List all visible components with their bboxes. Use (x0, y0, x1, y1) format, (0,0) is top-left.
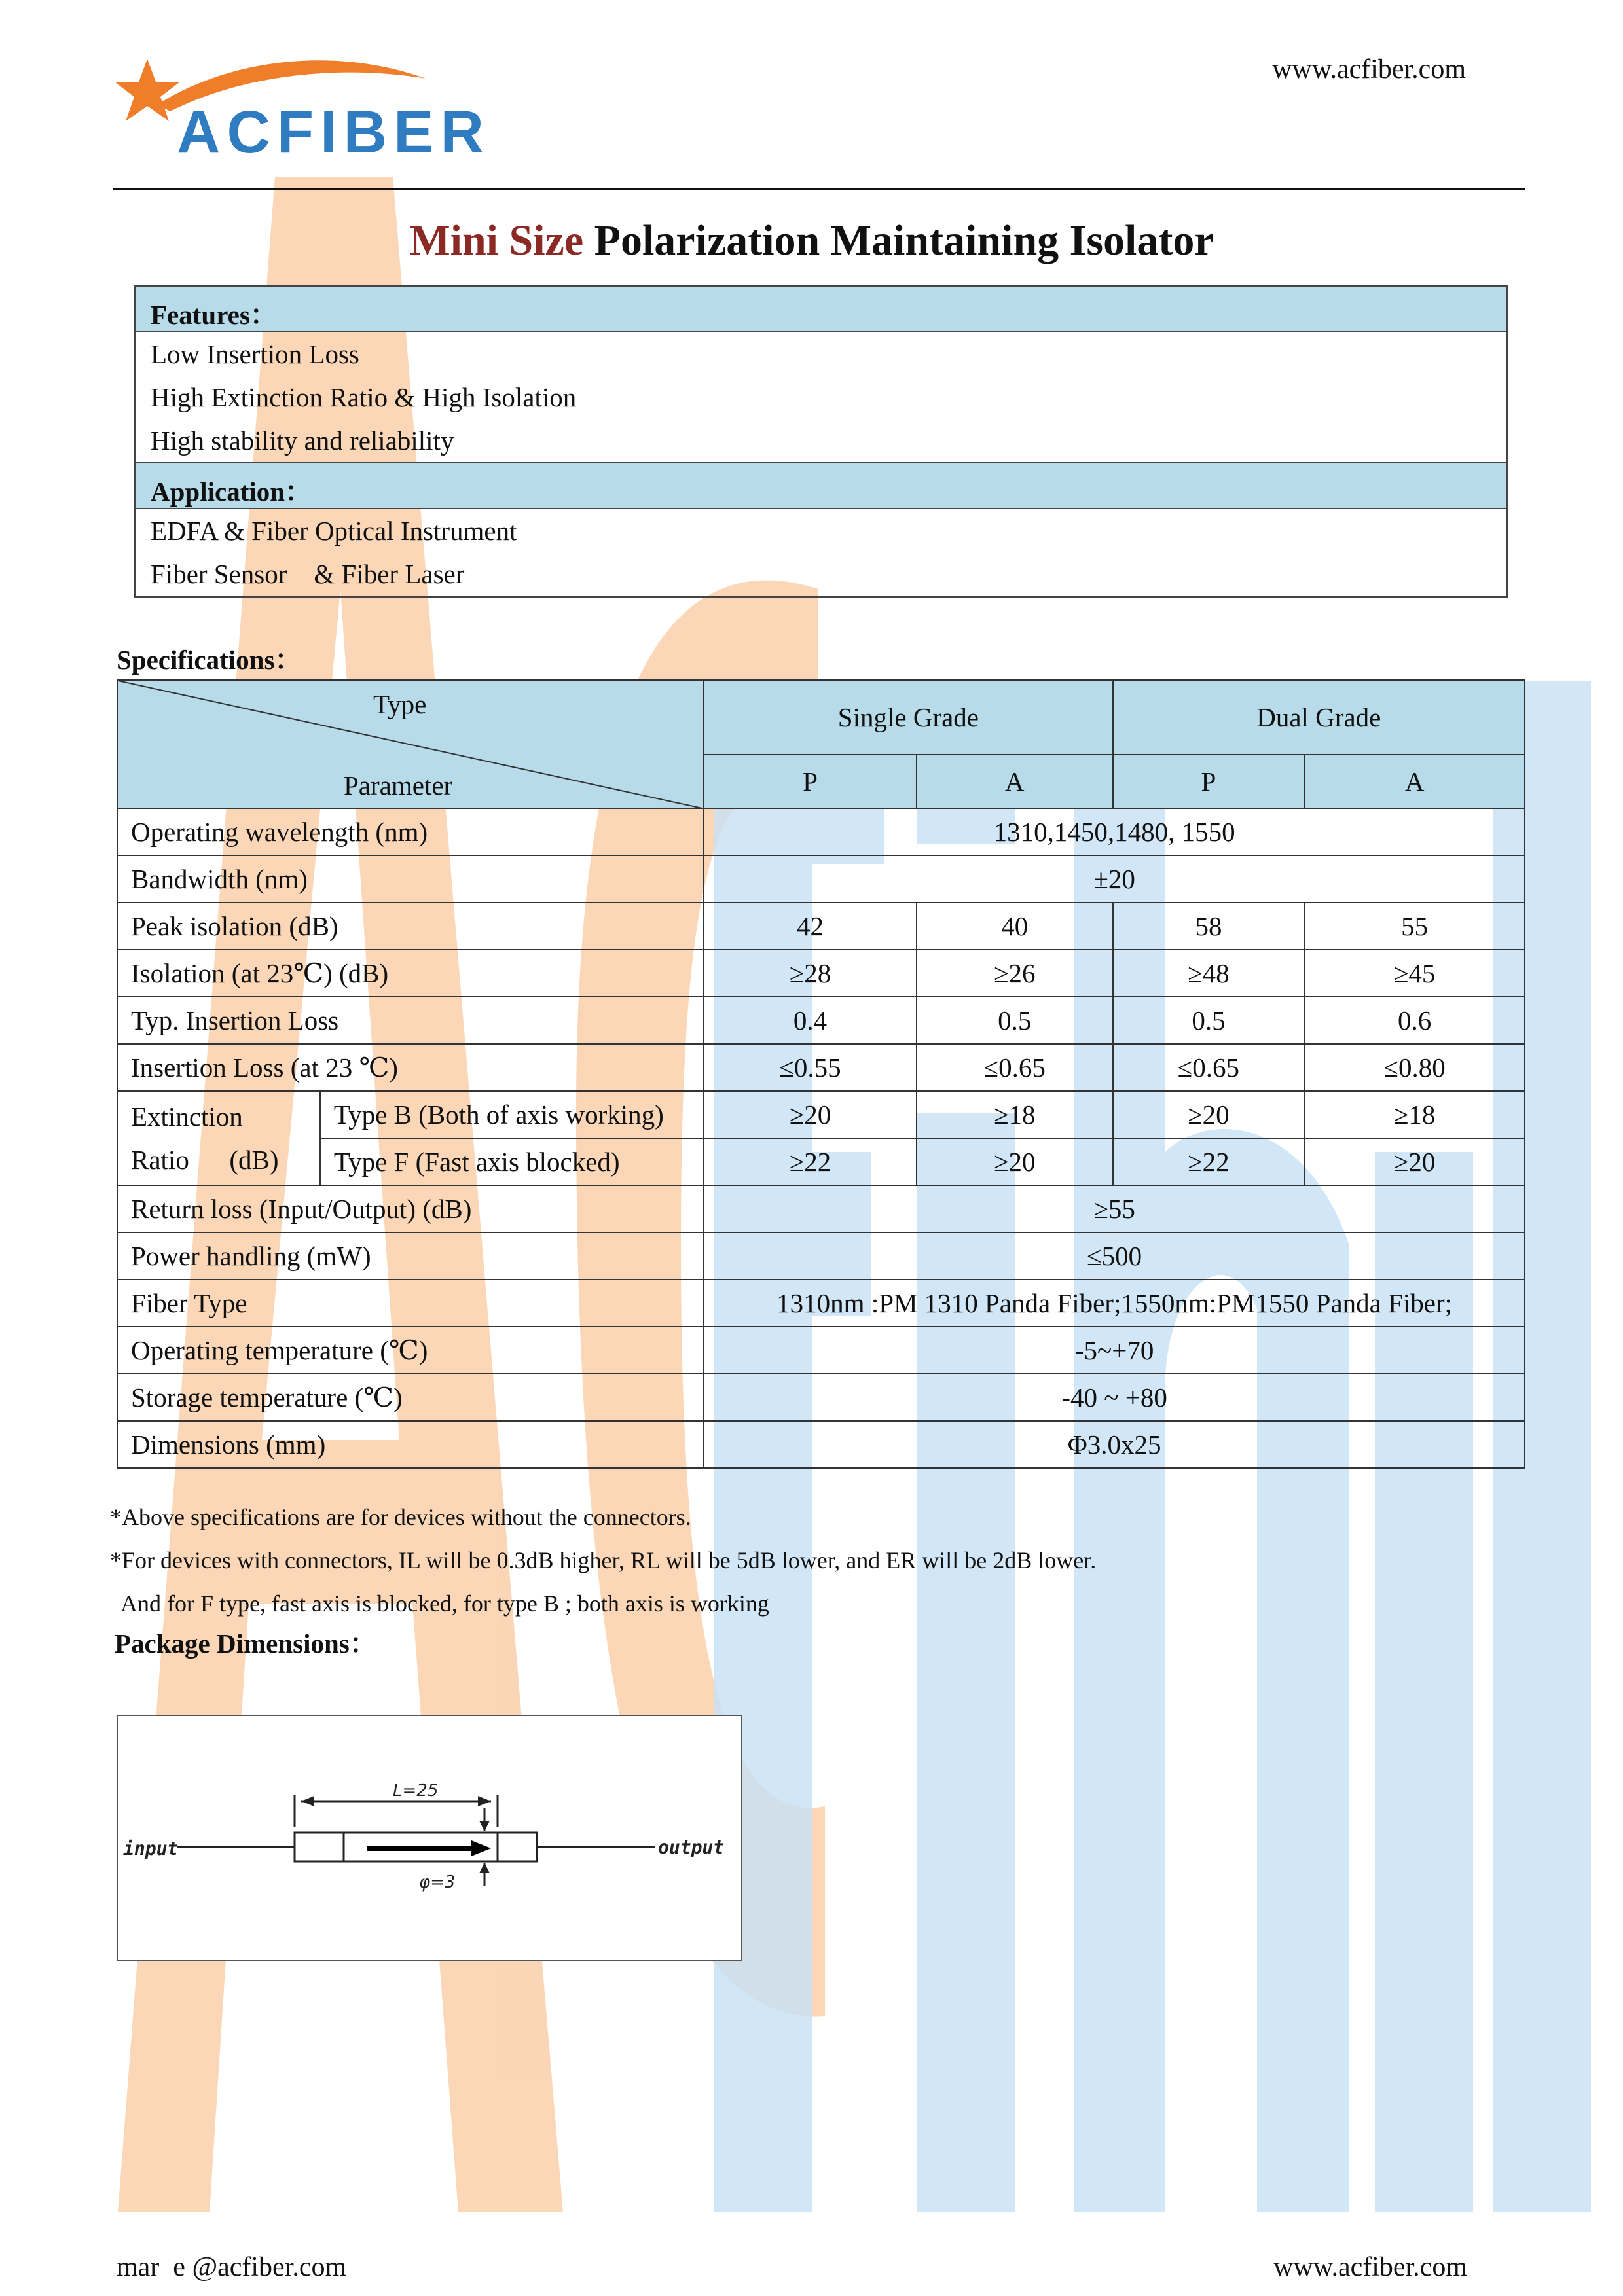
param-value: 40 (917, 903, 1113, 950)
param-name: Storage temperature (℃) (117, 1374, 704, 1421)
param-value: 55 (1304, 903, 1525, 950)
diameter-label: φ=3 (419, 1873, 456, 1892)
dual-grade-header: Dual Grade (1113, 680, 1525, 755)
title-rest: Polarization Maintaining Isolator (583, 217, 1214, 264)
package-dimensions-heading: Package Dimensions： (115, 1628, 376, 1659)
param-name: Type B (Both of axis working) (320, 1091, 704, 1138)
extinction-label-line: Ratio (dB) (131, 1145, 279, 1175)
table-row (117, 1044, 1525, 1091)
param-value: ≥20 (917, 1138, 1113, 1185)
header-website[interactable]: www.acfiber.com (1272, 54, 1466, 84)
param-name: Typ. Insertion Loss (117, 997, 704, 1044)
single-grade-header: Single Grade (704, 680, 1112, 755)
param-value: ≥20 (1304, 1138, 1525, 1185)
table-row (117, 997, 1525, 1044)
param-value: ≤0.80 (1304, 1044, 1525, 1091)
table-corner-header (117, 680, 704, 808)
extinction-ratio-label (117, 1091, 320, 1185)
note-line: And for F type, fast axis is blocked, for type B ; both axis is working (110, 1590, 769, 1617)
param-value: ≥18 (917, 1091, 1113, 1138)
specifications-heading: Specifications： (117, 645, 302, 675)
param-value: 0.6 (1304, 997, 1525, 1044)
param-value: 1310nm :PM 1310 Panda Fiber;1550nm:PM1550 Panda Fiber; (704, 1280, 1525, 1327)
param-name: Insertion Loss (at 23 ℃) (117, 1044, 704, 1091)
param-name: Type F (Fast axis blocked) (320, 1138, 704, 1185)
note-line: *For devices with connectors, IL will be 0.3dB higher, RL will be 5dB lower, and ER will be 2dB lower. (110, 1547, 1097, 1573)
application-item: EDFA & Fiber Optical Instrument (151, 516, 517, 546)
param-value: ≥28 (704, 950, 917, 997)
param-value: ≤0.65 (917, 1044, 1113, 1091)
header-divider (113, 188, 1525, 190)
table-row (117, 1374, 1525, 1421)
table-row (117, 1138, 1525, 1185)
isolator-dimension-drawing (118, 1716, 741, 1960)
table-row (117, 1091, 1525, 1138)
param-value: ±20 (704, 855, 1525, 903)
param-value: 58 (1113, 903, 1305, 950)
output-label: output (658, 1837, 725, 1858)
param-name: Bandwidth (nm) (117, 855, 704, 903)
footer-email[interactable]: mar e @acfiber.com (117, 2252, 347, 2282)
param-value: 0.4 (704, 997, 917, 1044)
param-name: Power handling (mW) (117, 1232, 704, 1280)
param-value: ≤0.55 (704, 1044, 917, 1091)
application-heading: Application： (136, 462, 1506, 509)
title-accent: Mini Size (409, 217, 584, 264)
table-row (117, 1421, 1525, 1468)
param-value: ≥48 (1113, 950, 1305, 997)
param-value: 0.5 (917, 997, 1113, 1044)
table-row (117, 1280, 1525, 1327)
param-name: Operating temperature (℃) (117, 1327, 704, 1374)
param-value: ≥22 (1113, 1138, 1305, 1185)
application-item: Fiber Sensor & Fiber Laser (151, 559, 465, 589)
subheader-p: P (704, 755, 917, 808)
param-value: ≥45 (1304, 950, 1525, 997)
feature-item: High Extinction Ratio & High Isolation (151, 382, 577, 412)
subheader-a: A (1304, 755, 1525, 808)
param-value: -5~+70 (704, 1327, 1525, 1374)
param-name: Peak isolation (dB) (117, 903, 704, 950)
param-value: ≥20 (1113, 1091, 1305, 1138)
param-value: ≥26 (917, 950, 1113, 997)
param-value: 42 (704, 903, 917, 950)
table-row (117, 808, 1525, 855)
length-label: L=25 (393, 1781, 439, 1801)
param-value: Φ3.0x25 (704, 1421, 1525, 1468)
param-name: Return loss (Input/Output) (dB) (117, 1185, 704, 1232)
footer-website[interactable]: www.acfiber.com (1273, 2252, 1467, 2282)
subheader-p: P (1113, 755, 1305, 808)
features-heading: Features： (136, 287, 1506, 332)
table-row (117, 1232, 1525, 1280)
param-value: ≥55 (704, 1185, 1525, 1232)
table-row (117, 855, 1525, 903)
logo-text: ACFIBER (177, 99, 490, 166)
param-name: Fiber Type (117, 1280, 704, 1327)
table-row (117, 1327, 1525, 1374)
param-value: ≤500 (704, 1232, 1525, 1280)
param-value: 0.5 (1113, 997, 1305, 1044)
note-line: *Above specifications are for devices without the connectors. (110, 1504, 691, 1530)
page-title (0, 216, 1623, 266)
table-row (117, 950, 1525, 997)
specifications-table (117, 679, 1525, 1469)
corner-type-label: Type (373, 689, 427, 719)
table-row (117, 1185, 1525, 1232)
table-row (117, 903, 1525, 950)
param-name: Isolation (at 23℃) (dB) (117, 950, 704, 997)
corner-parameter-label: Parameter (344, 770, 453, 800)
param-value: ≥18 (1304, 1091, 1525, 1138)
input-label: input (123, 1838, 179, 1859)
feature-item: Low Insertion Loss (151, 339, 359, 369)
package-drawing (117, 1715, 742, 1961)
param-name: Dimensions (mm) (117, 1421, 704, 1468)
param-value: ≥22 (704, 1138, 917, 1185)
spec-notes (110, 1496, 1096, 1625)
param-value: -40 ~ +80 (704, 1374, 1525, 1421)
param-name: Operating wavelength (nm) (117, 808, 704, 855)
acfiber-logo (111, 46, 490, 166)
features-box (134, 285, 1508, 598)
extinction-label-line: Extinction (131, 1102, 243, 1132)
param-value: 1310,1450,1480, 1550 (704, 808, 1525, 855)
param-value: ≤0.65 (1113, 1044, 1305, 1091)
feature-item: High stability and reliability (151, 425, 454, 456)
param-value: ≥20 (704, 1091, 917, 1138)
subheader-a: A (917, 755, 1113, 808)
